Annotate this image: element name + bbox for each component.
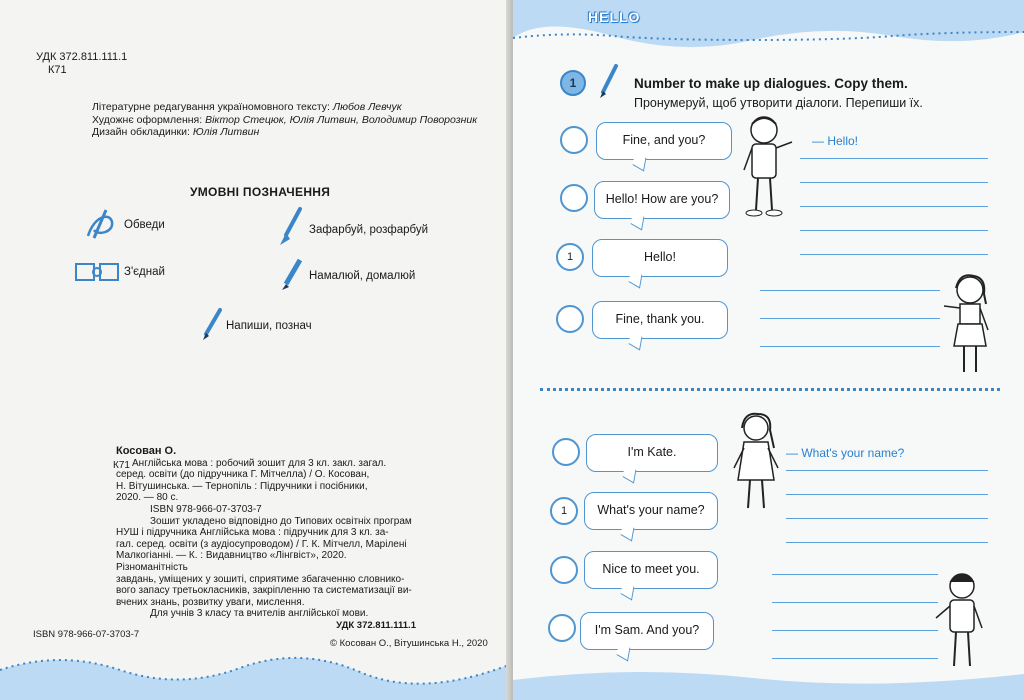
biblio-record xyxy=(116,446,416,632)
speech-bubble: What's your name? xyxy=(584,492,718,530)
number-circle[interactable] xyxy=(560,126,588,154)
writing-line[interactable] xyxy=(786,470,988,471)
credit-line: Художнє оформлення: Віктор Стецюк, Юлія Литвин, Володимир Поворозник xyxy=(92,113,478,126)
brush-icon xyxy=(276,205,306,247)
k-code: К71 xyxy=(48,64,67,76)
dialogue-cue: — What's your name? xyxy=(786,446,905,460)
biblio-line: вого запасу третьокласників, закріпленню та систематизації ви- xyxy=(116,585,412,597)
pen-icon xyxy=(596,62,622,102)
writing-line[interactable] xyxy=(800,254,988,255)
writing-line[interactable] xyxy=(786,494,988,495)
biblio-line: Англійська мова : робочий зошит для 3 кл. закл. загал. xyxy=(132,457,387,469)
biblio-line: Для учнів 3 класу та вчителів англійської мови. xyxy=(150,608,369,620)
writing-line[interactable] xyxy=(760,346,940,347)
speech-bubble: I'm Kate. xyxy=(586,434,718,472)
top-wave xyxy=(513,0,1024,50)
instruction-ua: Пронумеруй, щоб утворити діалоги. Перепиши їх. xyxy=(634,96,923,110)
task-number-badge: 1 xyxy=(560,70,586,96)
boy-illustration xyxy=(934,568,990,680)
credits xyxy=(92,101,477,139)
speech-bubble: Nice to meet you. xyxy=(584,551,718,589)
number-circle[interactable] xyxy=(560,184,588,212)
biblio-line: Малкогіанні. — К. : Видавництво «Лінгвіст», 2020. Різноманітність xyxy=(116,550,347,573)
writing-line[interactable] xyxy=(800,206,988,207)
speech-bubble: Hello! xyxy=(592,239,728,277)
number-circle[interactable] xyxy=(552,438,580,466)
credit-line: Літературне редагування україномовного тексту: Любов Левчук xyxy=(92,101,402,113)
number-circle[interactable]: 1 xyxy=(550,497,578,525)
biblio-udk: УДК 372.811.111.1 xyxy=(336,619,416,631)
number-circle[interactable] xyxy=(550,556,578,584)
biblio-line: ISBN 978-966-07-3703-7 xyxy=(150,503,262,515)
udk-code: УДК 372.811.111.1 xyxy=(36,51,128,63)
legend-draw-label: Намалюй, домалюй xyxy=(309,270,416,282)
writing-line[interactable] xyxy=(760,290,940,291)
writing-line[interactable] xyxy=(760,318,940,319)
biblio-line: Н. Вітушинська. — Тернопіль : Підручники і посібники, xyxy=(116,480,368,492)
writing-line[interactable] xyxy=(800,182,988,183)
udk-block xyxy=(36,51,127,77)
speech-bubble: Fine, thank you. xyxy=(592,301,728,339)
speech-bubble: Fine, and you? xyxy=(596,122,732,160)
biblio-line: Зошит укладено відповідно до Типових освітніх програм xyxy=(150,515,412,527)
legend-connect-label: З'єднай xyxy=(124,266,165,278)
writing-line[interactable] xyxy=(800,230,988,231)
girl-illustration xyxy=(940,270,1000,382)
biblio-line: вчених знань, розвитку уваги, мислення. xyxy=(116,596,305,608)
isbn-footer: ISBN 978-966-07-3703-7 xyxy=(33,629,140,640)
puzzle-icon xyxy=(72,258,122,286)
legend-title: УМОВНІ ПОЗНАЧЕННЯ xyxy=(190,185,331,199)
biblio-author: Косован О. xyxy=(116,445,177,457)
speech-bubble: I'm Sam. And you? xyxy=(580,612,714,650)
writing-line[interactable] xyxy=(772,574,938,575)
copyright-footer: © Косован О., Вітушинська Н., 2020 xyxy=(330,638,488,649)
writing-line[interactable] xyxy=(772,658,938,659)
biblio-line: завдань, уміщених у зошиті, сприятиме збагаченню словнико- xyxy=(116,573,405,585)
instruction-en: Number to make up dialogues. Copy them. xyxy=(634,76,908,91)
legend-write-label: Напиши, познач xyxy=(226,320,312,332)
credit-line: Дизайн обкладинки: Юлія Литвин xyxy=(92,126,260,139)
bottom-wave xyxy=(0,640,506,700)
girl-illustration xyxy=(730,408,786,520)
biblio-line: серед. освіти (до підручника Г. Мітчелла) / О. Косован, xyxy=(116,469,370,481)
pencil-icon xyxy=(278,256,306,292)
biblio-line: 2020. — 80 с. xyxy=(116,492,179,504)
writing-line[interactable] xyxy=(786,518,988,519)
writing-line[interactable] xyxy=(772,602,938,603)
writing-line[interactable] xyxy=(772,630,938,631)
writing-line[interactable] xyxy=(786,542,988,543)
biblio-line: гал. серед. освіти (з аудіосупроводом) / Г. К. Мітчелл, Марілені xyxy=(116,538,407,550)
speech-bubble: Hello! How are you? xyxy=(594,181,730,219)
pen-icon xyxy=(198,306,226,342)
number-circle[interactable] xyxy=(548,614,576,642)
biblio-line: НУШ і підручника Англійська мова : підручник для 3 кл. за- xyxy=(116,527,389,539)
number-circle[interactable] xyxy=(556,305,584,333)
legend-trace-label: Обведи xyxy=(124,219,165,231)
number-circle[interactable]: 1 xyxy=(556,243,584,271)
dialogue-cue: — Hello! xyxy=(812,134,859,148)
writing-line[interactable] xyxy=(800,158,988,159)
trace-icon xyxy=(84,206,118,244)
section-divider xyxy=(540,388,1000,391)
boy-illustration xyxy=(738,112,798,220)
legend-color-label: Зафарбуй, розфарбуй xyxy=(309,224,429,236)
biblio-k-code: К71 xyxy=(113,460,130,471)
section-header: HELLO xyxy=(588,9,641,25)
